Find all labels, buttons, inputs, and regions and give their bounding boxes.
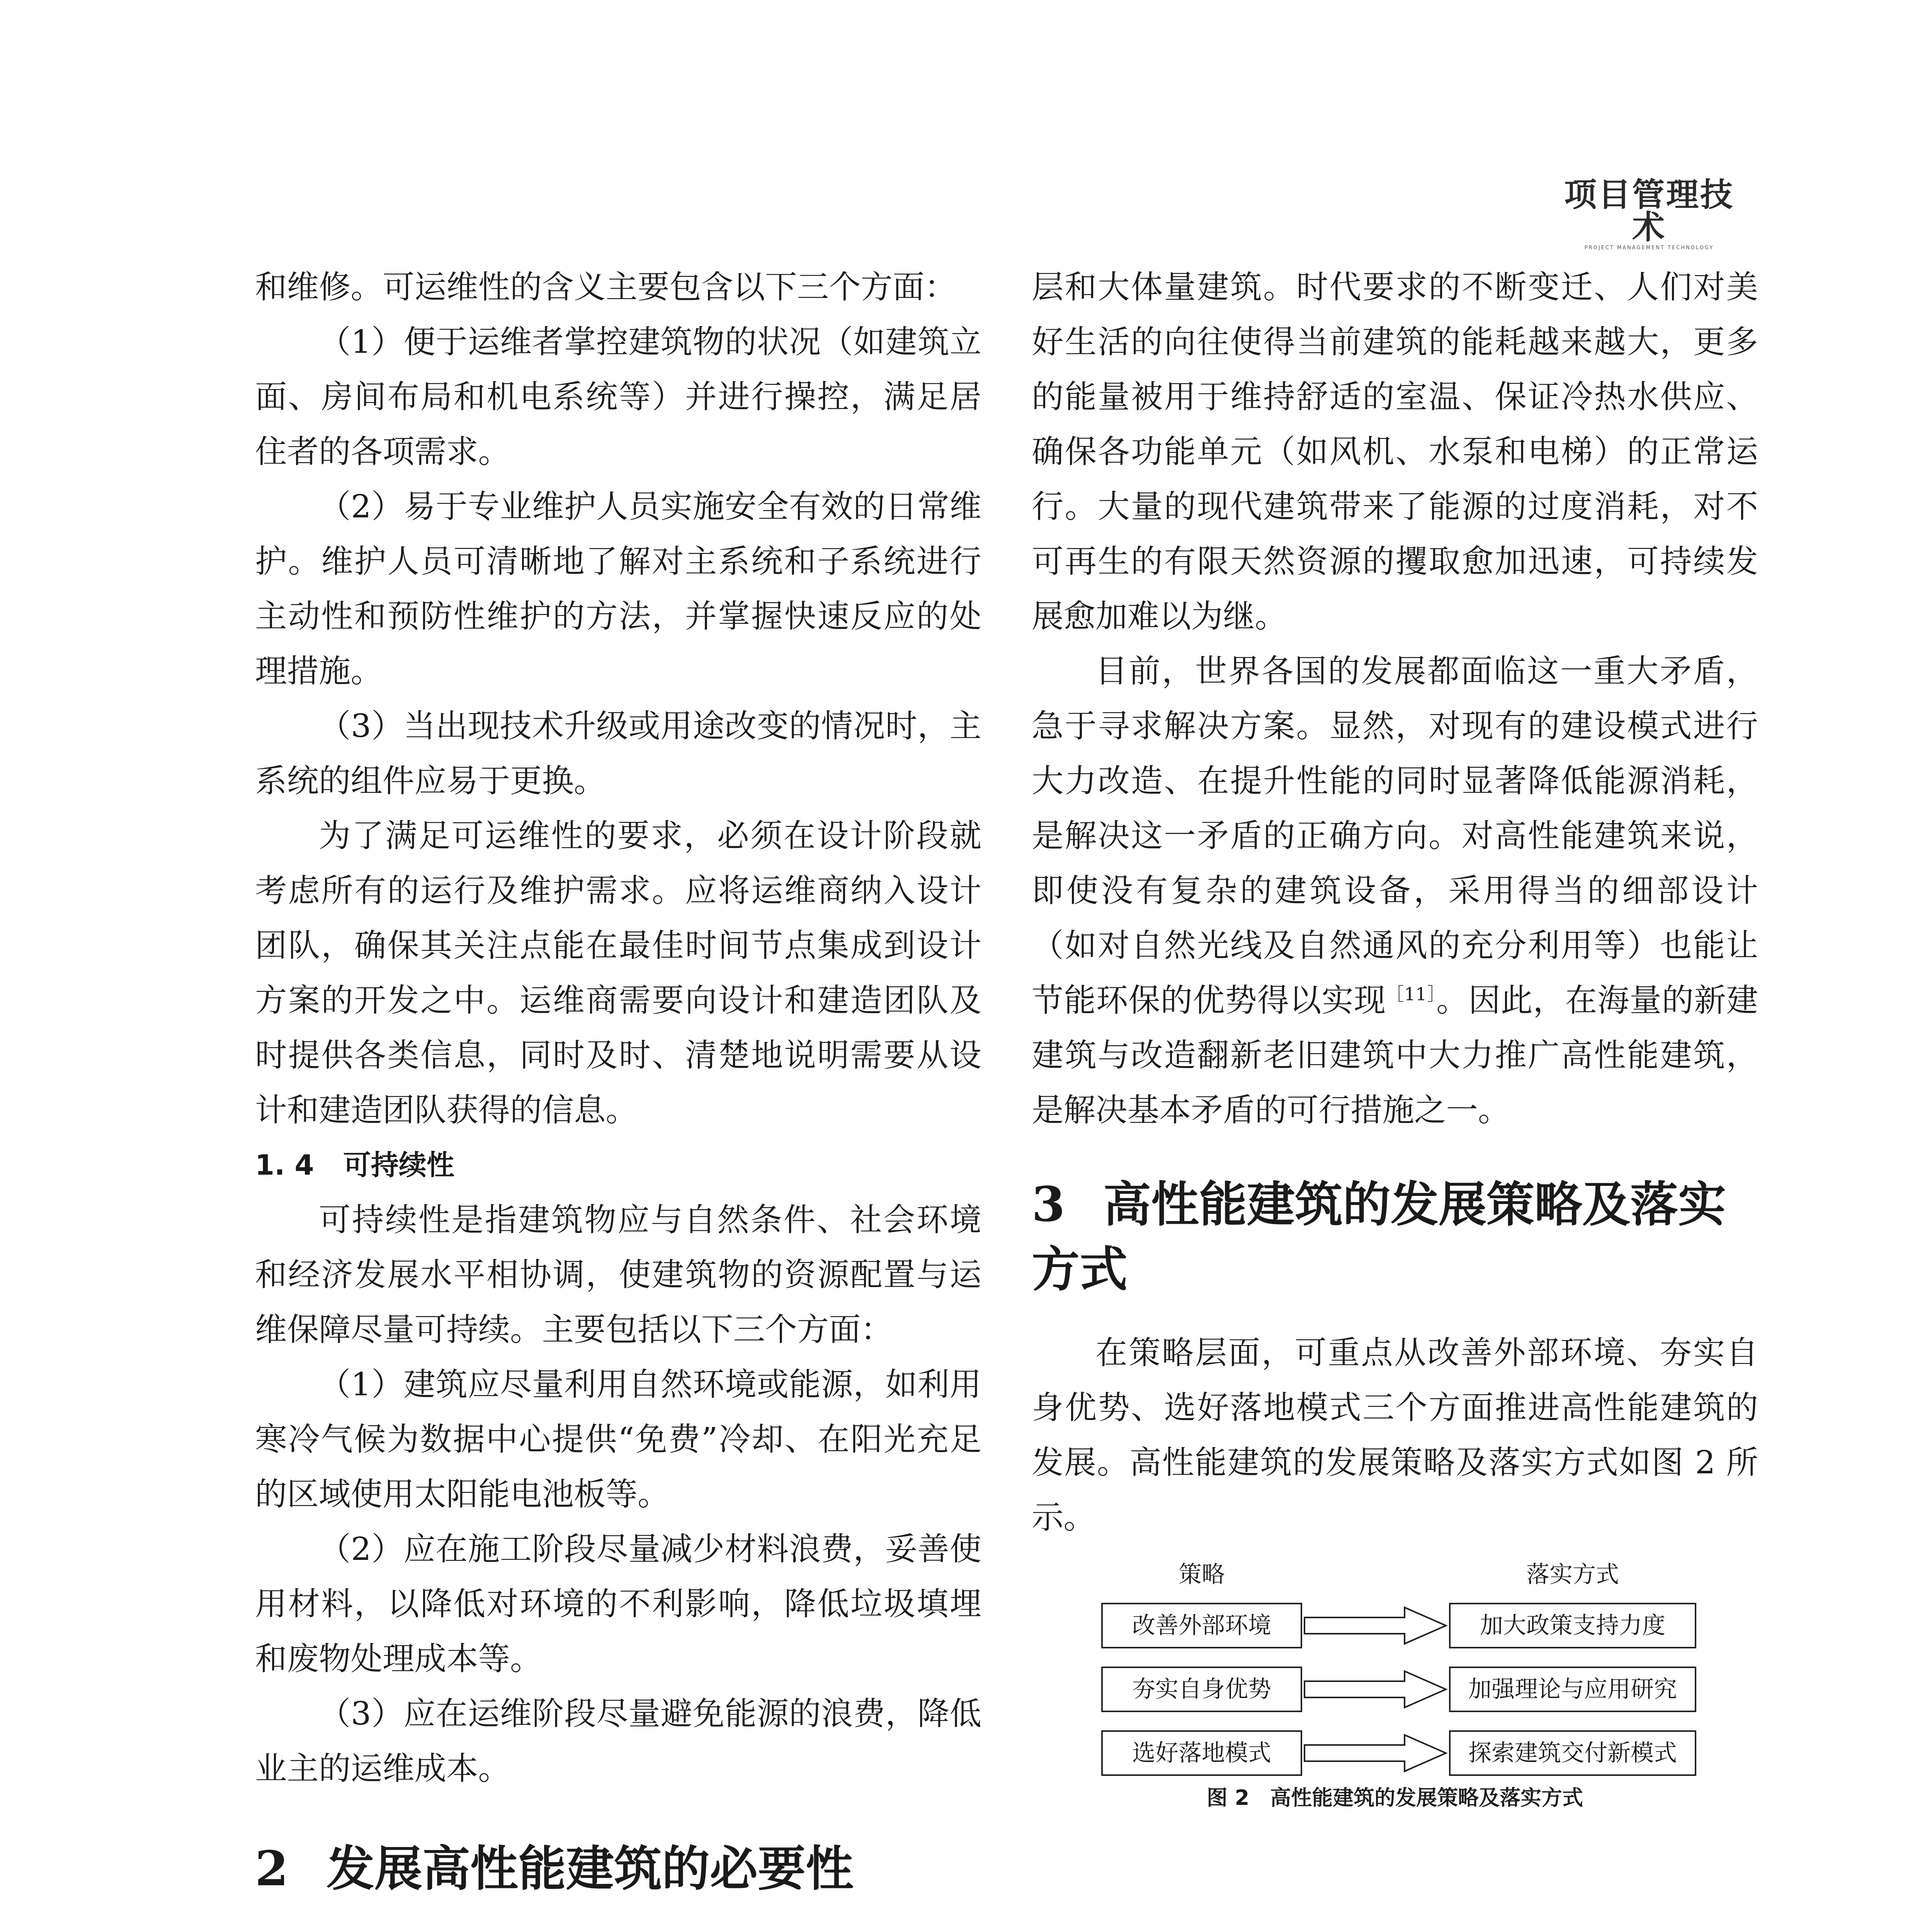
paragraph: 层和大体量建筑。时代要求的不断变迁、人们对美好生活的向往使得当前建筑的能耗越来越大，更多的能量被用于维持舒适的室温、保证冷热水供应、确保各功能单元（如风机、水泵和电梯）的正常运行。大量的现代建筑带来了能源的过度消耗，对不可再生的有限天然资源的攫取愈加迅速，可持续发展愈加难以为继。 (1032, 269, 1758, 635)
section-title: 高性能建筑的发展策略及落实方式 (1032, 1177, 1726, 1298)
figure-column-header-strategy: 策略 (1179, 1561, 1225, 1588)
section-number: 3 (1032, 1177, 1065, 1233)
section-heading-3 (1032, 1172, 1758, 1302)
figure-2 (1032, 1545, 1758, 1931)
paragraph: 在策略层面，可重点从改善外部环境、夯实自身优势、选好落地模式三个方面推进高性能建筑的发展。高性能建筑的发展策略及落实方式如图 2 所示。 (1032, 1334, 1758, 1536)
subsection-title: 可持续性 (343, 1149, 454, 1181)
journal-subtitle: PROJECT MANAGEMENT TECHNOLOGY (1584, 245, 1714, 251)
arrow-right-icon (1302, 1604, 1449, 1647)
method-box: 加大政策支持力度 (1449, 1603, 1696, 1648)
arrow-right-icon (1302, 1732, 1449, 1774)
figure-column-header-method: 落实方式 (1526, 1561, 1619, 1588)
paragraph (1032, 644, 1758, 1138)
method-box: 探索建筑交付新模式 (1449, 1730, 1696, 1776)
paragraph: （3）应在运维阶段尽量避免能源的浪费，降低业主的运维成本。 (255, 1695, 981, 1787)
paragraph-text: 。因此，在海量的新建建筑与改造翻新老旧建筑中大力推广高性能建筑，是解决基本矛盾的可行措施之一。 (1032, 982, 1758, 1129)
strategy-box: 夯实自身优势 (1101, 1667, 1302, 1712)
section-number: 2 (255, 1841, 289, 1897)
paragraph-text: 目前，世界各国的发展都面临这一重大矛盾，急于寻求解决方案。显然，对现有的建设模式进行大力改造、在提升性能的同时显著降低能源消耗，是解决这一矛盾的正确方向。对高性能建筑来说，即使没有复杂的建筑设备，采用得当的细部设计（如对自然光线及自然通风的充分利用等）也能让节能环保的优势得以实现 (1032, 653, 1758, 1019)
paragraph: 为了满足可运维性的要求，必须在设计阶段就考虑所有的运行及维护需求。应将运维商纳入设计团队，确保其关注点能在最佳时间节点集成到设计方案的开发之中。运维商需要向设计和建造团队及时提供各类信息，同时及时、清楚地说明需要从设计和建造团队获得的信息。 (255, 817, 981, 1129)
citation-ref: ［11］ (1386, 983, 1437, 1005)
strategy-box: 选好落地模式 (1101, 1730, 1302, 1776)
section-title: 发展高性能建筑的必要性 (327, 1841, 854, 1897)
subsection-heading-1-4 (255, 1138, 981, 1192)
method-box: 加强理论与应用研究 (1449, 1667, 1696, 1712)
paragraph: （1）便于运维者掌控建筑物的状况（如建筑立面、房间布局和机电系统等）并进行操控，满足居住者的各项需求。 (255, 323, 981, 470)
paragraph: 和维修。可运维性的含义主要包含以下三个方面： (255, 269, 956, 306)
section-heading-2 (255, 1837, 981, 1901)
paragraph: （2）易于专业维护人员实施安全有效的日常维护。维护人员可清晰地了解对主系统和子系统进行主动性和预防性维护的方法，并掌握快速反应的处理措施。 (255, 488, 981, 690)
paragraph: 可持续性是指建筑物应与自然条件、社会环境和经济发展水平相协调，使建筑物的资源配置与运维保障尽量可持续。主要包括以下三个方面： (255, 1201, 981, 1348)
paragraph: （3）当出现技术升级或用途改变的情况时，主系统的组件应易于更换。 (255, 707, 981, 799)
left-column (255, 260, 981, 1932)
arrow-right-icon (1302, 1668, 1449, 1711)
paragraph: （1）建筑应尽量利用自然环境或能源，如利用寒冷气候为数据中心提供“免费”冷却、在阳光充足的区域使用太阳能电池板等。 (255, 1366, 981, 1513)
right-column (1032, 260, 1758, 1932)
paragraph: （2）应在施工阶段尽量减少材料浪费，妥善使用材料，以降低对环境的不利影响，降低垃圾填埋和废物处理成本等。 (255, 1531, 981, 1677)
strategy-box: 改善外部环境 (1101, 1603, 1302, 1648)
journal-brand (1549, 176, 1750, 251)
journal-title: 项目管理技术 (1564, 176, 1734, 246)
figure-caption: 图 2 高性能建筑的发展策略及落实方式 (1206, 1786, 1583, 1810)
subsection-number: 1. 4 (255, 1149, 314, 1181)
